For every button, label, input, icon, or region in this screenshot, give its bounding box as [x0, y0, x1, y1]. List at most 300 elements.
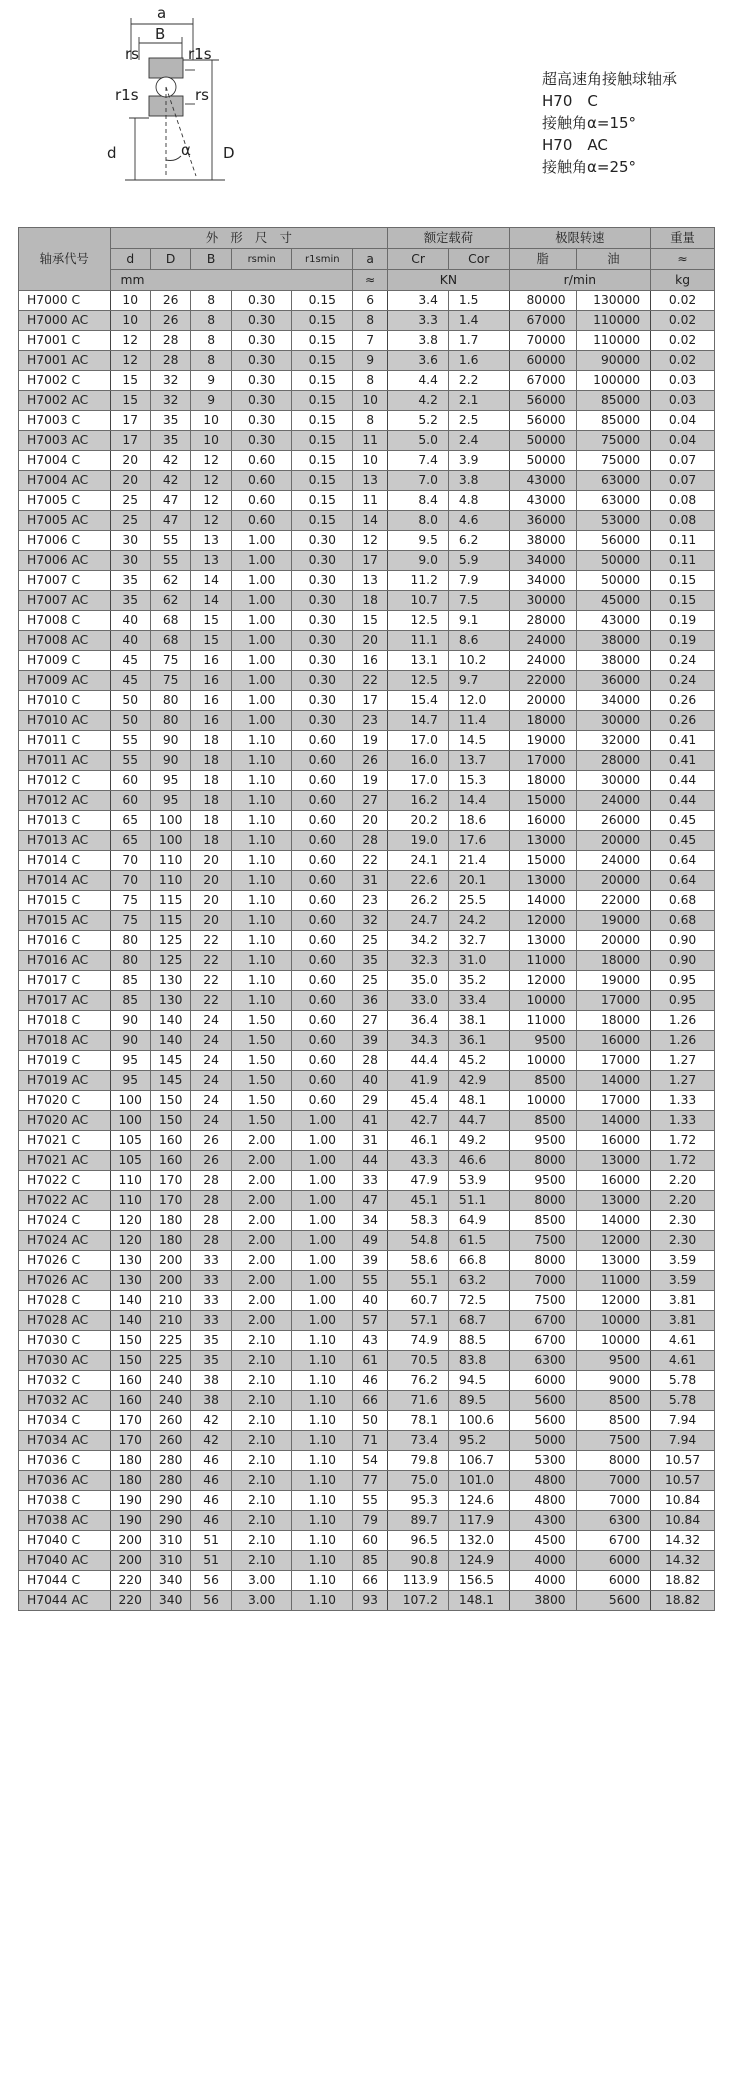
value-cell: 22 [191, 971, 231, 991]
value-cell: 1.10 [292, 1471, 353, 1491]
value-cell: 1.00 [292, 1171, 353, 1191]
value-cell: 10000 [576, 1331, 651, 1351]
value-cell: 17000 [576, 1051, 651, 1071]
value-cell: 1.10 [292, 1371, 353, 1391]
value-cell: 12 [191, 491, 231, 511]
value-cell: 25 [110, 491, 150, 511]
value-cell: 14 [191, 591, 231, 611]
value-cell: 1.00 [292, 1111, 353, 1131]
value-cell: 290 [150, 1491, 190, 1511]
value-cell: 39 [353, 1251, 388, 1271]
value-cell: 22 [191, 991, 231, 1011]
value-cell: 44.4 [388, 1051, 449, 1071]
value-cell: 33 [191, 1271, 231, 1291]
value-cell: 12.5 [388, 611, 449, 631]
value-cell: 14000 [576, 1071, 651, 1091]
value-cell: 12000 [509, 971, 576, 991]
value-cell: 1.10 [231, 911, 292, 931]
value-cell: 110 [110, 1191, 150, 1211]
value-cell: 100 [110, 1111, 150, 1131]
value-cell: 0.04 [651, 431, 715, 451]
table-row [19, 1111, 715, 1131]
bearing-code-cell: H7003 AC [19, 431, 111, 451]
table-row [19, 1571, 715, 1591]
table-row [19, 1011, 715, 1031]
value-cell: 1.00 [231, 531, 292, 551]
value-cell: 290 [150, 1511, 190, 1531]
value-cell: 2.30 [651, 1211, 715, 1231]
value-cell: 80 [110, 951, 150, 971]
value-cell: 25.5 [448, 891, 509, 911]
sub-cor: Cor [448, 249, 509, 270]
table-row [19, 451, 715, 471]
value-cell: 260 [150, 1411, 190, 1431]
value-cell: 1.50 [231, 1051, 292, 1071]
value-cell: 33.0 [388, 991, 449, 1011]
value-cell: 2.10 [231, 1511, 292, 1531]
value-cell: 200 [150, 1271, 190, 1291]
bearing-code-cell: H7001 AC [19, 351, 111, 371]
value-cell: 14 [353, 511, 388, 531]
value-cell: 1.10 [231, 731, 292, 751]
bearing-code-cell: H7017 AC [19, 991, 111, 1011]
value-cell: 4.2 [388, 391, 449, 411]
value-cell: 49.2 [448, 1131, 509, 1151]
value-cell: 0.26 [651, 691, 715, 711]
value-cell: 90.8 [388, 1551, 449, 1571]
value-cell: 113.9 [388, 1571, 449, 1591]
value-cell: 145 [150, 1051, 190, 1071]
label-rs-top: rs [125, 45, 139, 63]
table-row [19, 531, 715, 551]
value-cell: 77 [353, 1471, 388, 1491]
value-cell: 70000 [509, 331, 576, 351]
value-cell: 260 [150, 1431, 190, 1451]
value-cell: 13000 [576, 1191, 651, 1211]
bearing-code-cell: H7008 C [19, 611, 111, 631]
value-cell: 56 [191, 1591, 231, 1611]
value-cell: 10 [110, 311, 150, 331]
value-cell: 0.11 [651, 551, 715, 571]
value-cell: 0.26 [651, 711, 715, 731]
value-cell: 50 [110, 691, 150, 711]
value-cell: 0.15 [292, 491, 353, 511]
value-cell: 96.5 [388, 1531, 449, 1551]
value-cell: 80000 [509, 291, 576, 311]
value-cell: 2.5 [448, 411, 509, 431]
value-cell: 1.10 [292, 1351, 353, 1371]
value-cell: 5600 [509, 1391, 576, 1411]
value-cell: 28 [353, 1051, 388, 1071]
value-cell: 240 [150, 1391, 190, 1411]
value-cell: 43000 [509, 471, 576, 491]
value-cell: 9 [353, 351, 388, 371]
value-cell: 5.9 [448, 551, 509, 571]
value-cell: 11 [353, 491, 388, 511]
value-cell: 1.33 [651, 1111, 715, 1131]
value-cell: 1.10 [292, 1531, 353, 1551]
value-cell: 28 [191, 1171, 231, 1191]
value-cell: 45.2 [448, 1051, 509, 1071]
value-cell: 13 [353, 471, 388, 491]
value-cell: 3.3 [388, 311, 449, 331]
value-cell: 0.30 [292, 651, 353, 671]
value-cell: 140 [110, 1311, 150, 1331]
value-cell: 16.0 [388, 751, 449, 771]
value-cell: 3.6 [388, 351, 449, 371]
value-cell: 71 [353, 1431, 388, 1451]
value-cell: 28 [150, 331, 190, 351]
value-cell: 63000 [576, 491, 651, 511]
value-cell: 20 [191, 871, 231, 891]
value-cell: 35.0 [388, 971, 449, 991]
value-cell: 95.2 [448, 1431, 509, 1451]
value-cell: 20000 [509, 691, 576, 711]
sub-rsmin: rsmin [231, 249, 292, 270]
table-row [19, 651, 715, 671]
value-cell: 17 [110, 411, 150, 431]
value-cell: 225 [150, 1351, 190, 1371]
value-cell: 1.10 [231, 751, 292, 771]
value-cell: 55 [150, 551, 190, 571]
value-cell: 148.1 [448, 1591, 509, 1611]
value-cell: 5.0 [388, 431, 449, 451]
value-cell: 74.9 [388, 1331, 449, 1351]
bearing-code-cell: H7032 C [19, 1371, 111, 1391]
bearing-code-cell: H7040 C [19, 1531, 111, 1551]
value-cell: 8500 [576, 1411, 651, 1431]
value-cell: 20 [353, 631, 388, 651]
bearing-code-cell: H7036 C [19, 1451, 111, 1471]
value-cell: 8 [353, 371, 388, 391]
value-cell: 1.50 [231, 1031, 292, 1051]
table-row [19, 991, 715, 1011]
value-cell: 106.7 [448, 1451, 509, 1471]
value-cell: 110 [110, 1171, 150, 1191]
value-cell: 18000 [509, 711, 576, 731]
value-cell: 0.30 [292, 531, 353, 551]
value-cell: 220 [110, 1591, 150, 1611]
value-cell: 75 [110, 911, 150, 931]
value-cell: 50000 [576, 551, 651, 571]
table-row [19, 1091, 715, 1111]
value-cell: 35 [191, 1351, 231, 1371]
value-cell: 1.10 [231, 931, 292, 951]
value-cell: 145 [150, 1071, 190, 1091]
value-cell: 0.15 [292, 371, 353, 391]
value-cell: 220 [110, 1571, 150, 1591]
value-cell: 0.19 [651, 611, 715, 631]
value-cell: 5600 [509, 1411, 576, 1431]
bearing-code-cell: H7038 AC [19, 1511, 111, 1531]
value-cell: 4.61 [651, 1351, 715, 1371]
value-cell: 1.00 [292, 1191, 353, 1211]
value-cell: 3800 [509, 1591, 576, 1611]
value-cell: 4.8 [448, 491, 509, 511]
value-cell: 9500 [576, 1351, 651, 1371]
value-cell: 115 [150, 911, 190, 931]
header-dimensions: 外 形 尺 寸 [110, 228, 388, 249]
table-row [19, 391, 715, 411]
value-cell: 73.4 [388, 1431, 449, 1451]
value-cell: 79 [353, 1511, 388, 1531]
value-cell: 1.10 [292, 1391, 353, 1411]
value-cell: 18 [191, 831, 231, 851]
value-cell: 13.7 [448, 751, 509, 771]
value-cell: 53000 [576, 511, 651, 531]
value-cell: 3.59 [651, 1251, 715, 1271]
header-weight: 重量 [651, 228, 715, 249]
value-cell: 7.94 [651, 1411, 715, 1431]
value-cell: 26 [150, 311, 190, 331]
bearing-code-cell: H7008 AC [19, 631, 111, 651]
value-cell: 124.9 [448, 1551, 509, 1571]
value-cell: 0.90 [651, 931, 715, 951]
value-cell: 36 [353, 991, 388, 1011]
value-cell: 12000 [509, 911, 576, 931]
value-cell: 35 [353, 951, 388, 971]
value-cell: 2.20 [651, 1191, 715, 1211]
value-cell: 130 [110, 1251, 150, 1271]
value-cell: 3.4 [388, 291, 449, 311]
bearing-code-cell: H7001 C [19, 331, 111, 351]
value-cell: 45 [110, 671, 150, 691]
table-row [19, 1171, 715, 1191]
bearing-code-cell: H7014 AC [19, 871, 111, 891]
value-cell: 13000 [509, 831, 576, 851]
bearing-code-cell: H7016 C [19, 931, 111, 951]
value-cell: 125 [150, 951, 190, 971]
label-alpha: α [181, 141, 191, 159]
value-cell: 0.15 [292, 391, 353, 411]
bearing-code-cell: H7020 AC [19, 1111, 111, 1131]
value-cell: 0.30 [292, 711, 353, 731]
value-cell: 8000 [576, 1451, 651, 1471]
value-cell: 210 [150, 1291, 190, 1311]
value-cell: 100 [150, 831, 190, 851]
value-cell: 11000 [576, 1271, 651, 1291]
value-cell: 20000 [576, 831, 651, 851]
value-cell: 12 [191, 511, 231, 531]
label-r1s-left: r1s [115, 86, 139, 104]
bearing-code-cell: H7024 C [19, 1211, 111, 1231]
value-cell: 170 [150, 1171, 190, 1191]
table-row [19, 591, 715, 611]
value-cell: 90 [150, 751, 190, 771]
table-row [19, 631, 715, 651]
value-cell: 7.5 [448, 591, 509, 611]
value-cell: 60.7 [388, 1291, 449, 1311]
value-cell: 1.10 [292, 1411, 353, 1431]
value-cell: 12000 [576, 1291, 651, 1311]
value-cell: 10.57 [651, 1451, 715, 1471]
value-cell: 60 [110, 791, 150, 811]
value-cell: 17000 [576, 1091, 651, 1111]
bearing-code-cell: H7014 C [19, 851, 111, 871]
value-cell: 9 [191, 391, 231, 411]
value-cell: 26000 [576, 811, 651, 831]
value-cell: 6000 [576, 1551, 651, 1571]
value-cell: 26 [150, 291, 190, 311]
value-cell: 6700 [509, 1311, 576, 1331]
bearing-code-cell: H7006 AC [19, 551, 111, 571]
value-cell: 8000 [509, 1191, 576, 1211]
value-cell: 1.27 [651, 1071, 715, 1091]
value-cell: 1.72 [651, 1151, 715, 1171]
table-row [19, 731, 715, 751]
bearing-code-cell: H7030 C [19, 1331, 111, 1351]
value-cell: 1.00 [231, 671, 292, 691]
value-cell: 46.6 [448, 1151, 509, 1171]
value-cell: 45 [110, 651, 150, 671]
value-cell: 79.8 [388, 1451, 449, 1471]
value-cell: 22.6 [388, 871, 449, 891]
value-cell: 2.2 [448, 371, 509, 391]
value-cell: 24000 [509, 651, 576, 671]
value-cell: 60 [110, 771, 150, 791]
value-cell: 0.60 [292, 931, 353, 951]
value-cell: 57 [353, 1311, 388, 1331]
value-cell: 51.1 [448, 1191, 509, 1211]
unit-mm: mm [110, 270, 353, 291]
table-row [19, 1031, 715, 1051]
value-cell: 1.00 [292, 1251, 353, 1271]
value-cell: 90000 [576, 351, 651, 371]
value-cell: 0.15 [292, 511, 353, 531]
table-row [19, 1211, 715, 1231]
value-cell: 22 [353, 671, 388, 691]
value-cell: 1.00 [231, 611, 292, 631]
value-cell: 90 [150, 731, 190, 751]
value-cell: 36.4 [388, 1011, 449, 1031]
value-cell: 57.1 [388, 1311, 449, 1331]
value-cell: 0.30 [292, 591, 353, 611]
value-cell: 2.10 [231, 1331, 292, 1351]
value-cell: 101.0 [448, 1471, 509, 1491]
value-cell: 9.0 [388, 551, 449, 571]
table-row [19, 851, 715, 871]
value-cell: 160 [110, 1391, 150, 1411]
value-cell: 66 [353, 1391, 388, 1411]
value-cell: 9.7 [448, 671, 509, 691]
table-row [19, 911, 715, 931]
value-cell: 4800 [509, 1471, 576, 1491]
value-cell: 17.6 [448, 831, 509, 851]
value-cell: 0.60 [292, 891, 353, 911]
value-cell: 13 [191, 551, 231, 571]
value-cell: 1.00 [231, 711, 292, 731]
value-cell: 61.5 [448, 1231, 509, 1251]
table-row [19, 1151, 715, 1171]
value-cell: 10 [191, 411, 231, 431]
value-cell: 1.00 [292, 1151, 353, 1171]
value-cell: 0.30 [292, 551, 353, 571]
bearing-code-cell: H7026 C [19, 1251, 111, 1271]
value-cell: 11.2 [388, 571, 449, 591]
series-title: 超高速角接触球轴承 [542, 70, 678, 88]
value-cell: 75000 [576, 451, 651, 471]
value-cell: 38 [191, 1371, 231, 1391]
value-cell: 4500 [509, 1531, 576, 1551]
value-cell: 0.19 [651, 631, 715, 651]
value-cell: 36000 [509, 511, 576, 531]
value-cell: 0.30 [231, 391, 292, 411]
value-cell: 85 [110, 971, 150, 991]
value-cell: 1.7 [448, 331, 509, 351]
value-cell: 0.30 [231, 331, 292, 351]
table-row [19, 971, 715, 991]
label-D: D [223, 144, 235, 162]
value-cell: 7500 [509, 1291, 576, 1311]
table-row [19, 691, 715, 711]
value-cell: 12 [353, 531, 388, 551]
table-row [19, 1071, 715, 1091]
value-cell: 55 [150, 531, 190, 551]
table-row [19, 871, 715, 891]
value-cell: 160 [150, 1151, 190, 1171]
value-cell: 6300 [509, 1351, 576, 1371]
value-cell: 14000 [509, 891, 576, 911]
value-cell: 1.26 [651, 1031, 715, 1051]
value-cell: 0.60 [292, 971, 353, 991]
unit-approx: ≈ [353, 270, 388, 291]
value-cell: 24 [191, 1051, 231, 1071]
value-cell: 0.07 [651, 451, 715, 471]
value-cell: 10.57 [651, 1471, 715, 1491]
value-cell: 67000 [509, 311, 576, 331]
table-row [19, 611, 715, 631]
value-cell: 95 [110, 1051, 150, 1071]
value-cell: 30000 [576, 711, 651, 731]
value-cell: 0.15 [292, 431, 353, 451]
value-cell: 6300 [576, 1511, 651, 1531]
table-row [19, 931, 715, 951]
value-cell: 7.0 [388, 471, 449, 491]
value-cell: 0.15 [292, 351, 353, 371]
value-cell: 6000 [509, 1371, 576, 1391]
sub-grease: 脂 [509, 249, 576, 270]
value-cell: 30000 [576, 771, 651, 791]
value-cell: 26 [191, 1131, 231, 1151]
value-cell: 24000 [576, 791, 651, 811]
value-cell: 36000 [576, 671, 651, 691]
value-cell: 120 [110, 1231, 150, 1251]
value-cell: 4.4 [388, 371, 449, 391]
value-cell: 150 [150, 1091, 190, 1111]
series-c: H70 C [542, 92, 598, 110]
value-cell: 18 [191, 751, 231, 771]
label-r1s-top: r1s [188, 45, 212, 63]
value-cell: 130 [150, 971, 190, 991]
value-cell: 13000 [576, 1151, 651, 1171]
table-row [19, 811, 715, 831]
value-cell: 2.10 [231, 1391, 292, 1411]
table-row [19, 751, 715, 771]
value-cell: 19.0 [388, 831, 449, 851]
value-cell: 17.0 [388, 731, 449, 751]
value-cell: 56000 [576, 531, 651, 551]
value-cell: 100 [110, 1091, 150, 1111]
value-cell: 33 [191, 1291, 231, 1311]
value-cell: 17 [353, 551, 388, 571]
bearing-code-cell: H7000 AC [19, 311, 111, 331]
value-cell: 38 [191, 1391, 231, 1411]
value-cell: 42 [191, 1431, 231, 1451]
value-cell: 19000 [509, 731, 576, 751]
value-cell: 9000 [576, 1371, 651, 1391]
value-cell: 40 [110, 631, 150, 651]
value-cell: 5.78 [651, 1391, 715, 1411]
